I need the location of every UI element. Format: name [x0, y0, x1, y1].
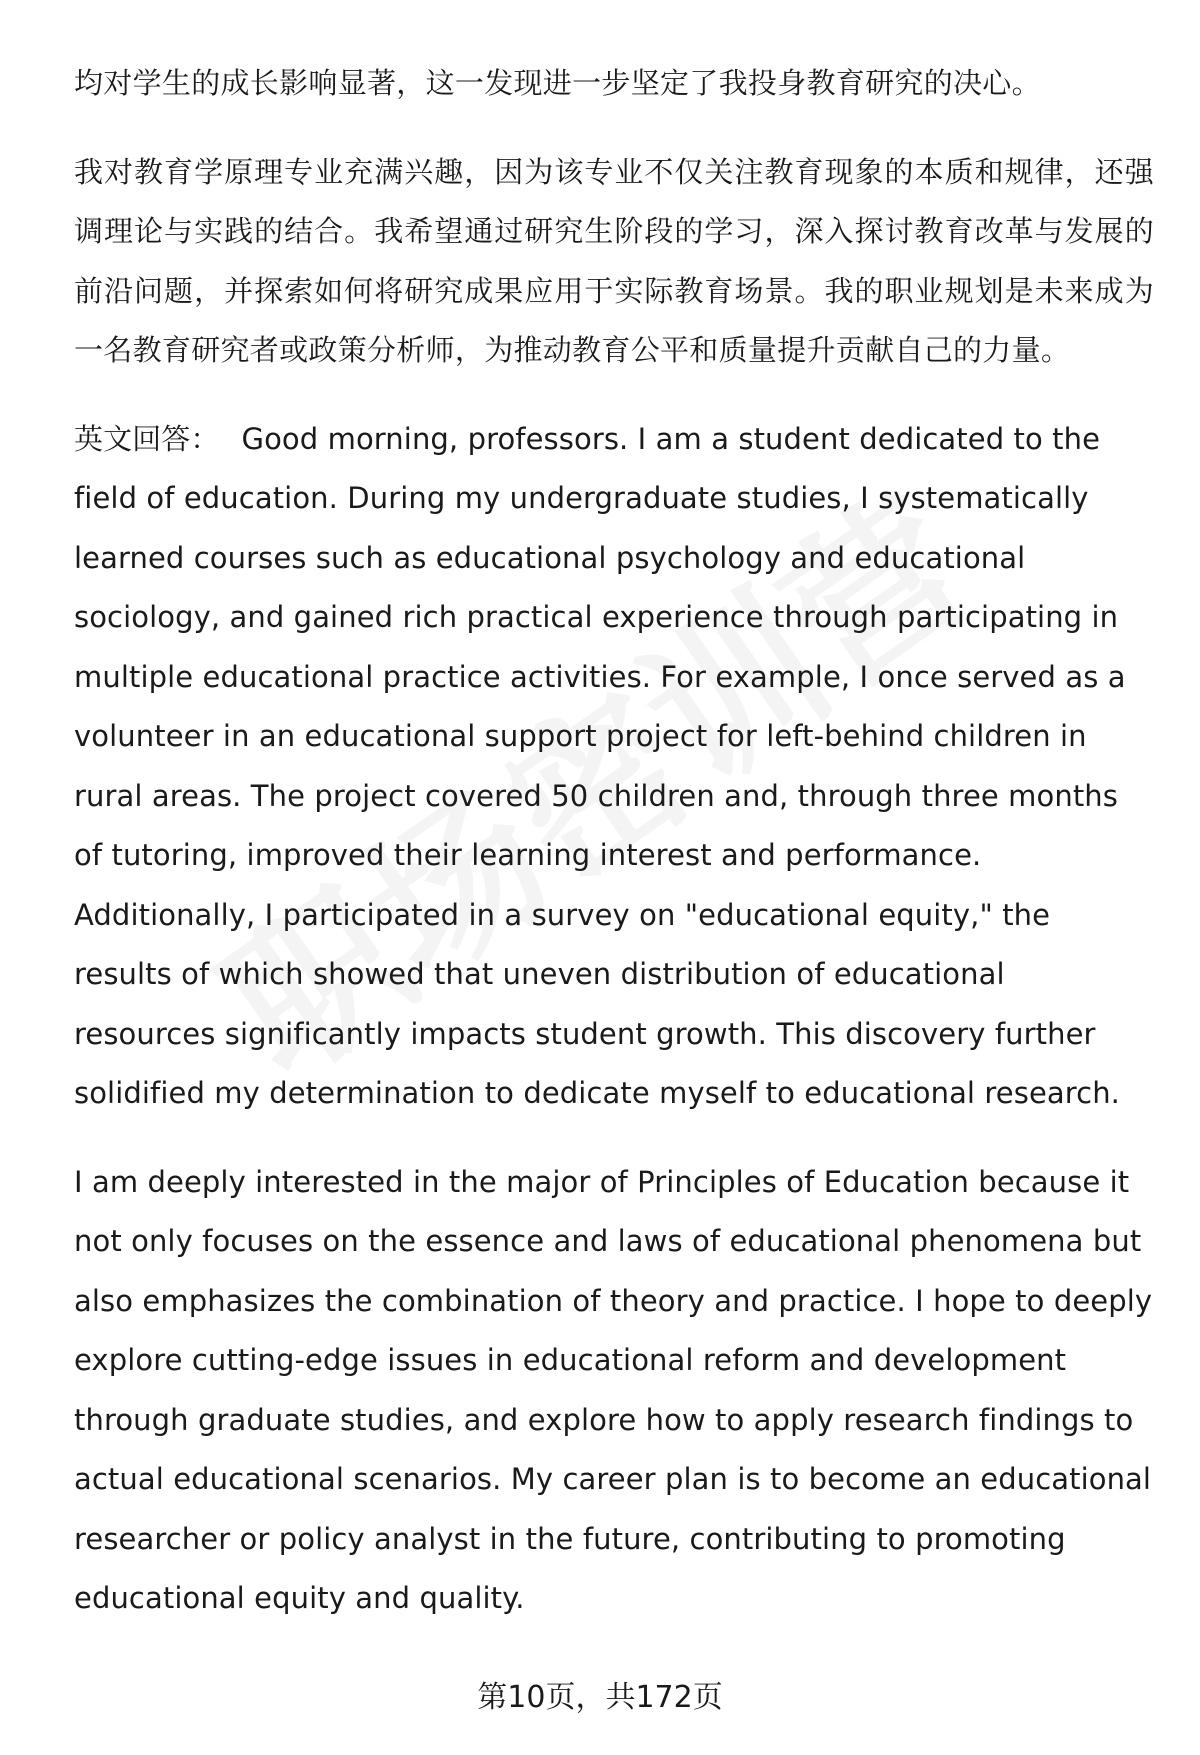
- page-number: 第10页，共172页: [477, 1680, 723, 1715]
- english-answer-label: 英文回答：: [74, 421, 220, 456]
- page-content: [74, 54, 1154, 1658]
- english-paragraph-1-text: Good morning, professors. I am a student dedicated to the field of education. During my undergraduate studies, I systematically learned courses such as educational psychology and educational sociology, and gained rich practical experience through participating in multiple educational practice activities. For example, I once served as a volunteer in an educational support project for left-behind children in rural areas. The project covered 50 children and, through three months of tutoring, improved their learning interest and performance. Additionally, I participated in a survey on "educational equity," the results of which showed that uneven distribution of educational resources significantly impacts student growth. This discovery further solidified my determination to dedicate myself to educational research.: [74, 421, 1126, 1110]
- chinese-paragraph-2: 我对教育学原理专业充满兴趣，因为该专业不仅关注教育现象的本质和规律，还强调理论与实践的结合。我希望通过研究生阶段的学习，深入探讨教育改革与发展的前沿问题，并探索如何将研究成果应用于实际教育场景。我的职业规划是未来成为一名教育研究者或政策分析师，为推动教育公平和质量提升贡献自己的力量。: [74, 154, 1154, 367]
- english-paragraph-2: I am deeply interested in the major of Principles of Education because it not only focuses on the essence and laws of educational phenomena but also emphasizes the combination of theory and practice. I hope to deeply explore cutting-edge issues in educational reform and development through graduate studies, and explore how to apply research findings to actual educational scenarios. My career plan is to become an educational researcher or policy analyst in the future, contributing to promoting educational equity and quality.: [74, 1164, 1153, 1615]
- chinese-paragraph-1: 均对学生的成长影响显著，这一发现进一步坚定了我投身教育研究的决心。: [74, 66, 1041, 100]
- english-paragraph-1: [74, 410, 1154, 1124]
